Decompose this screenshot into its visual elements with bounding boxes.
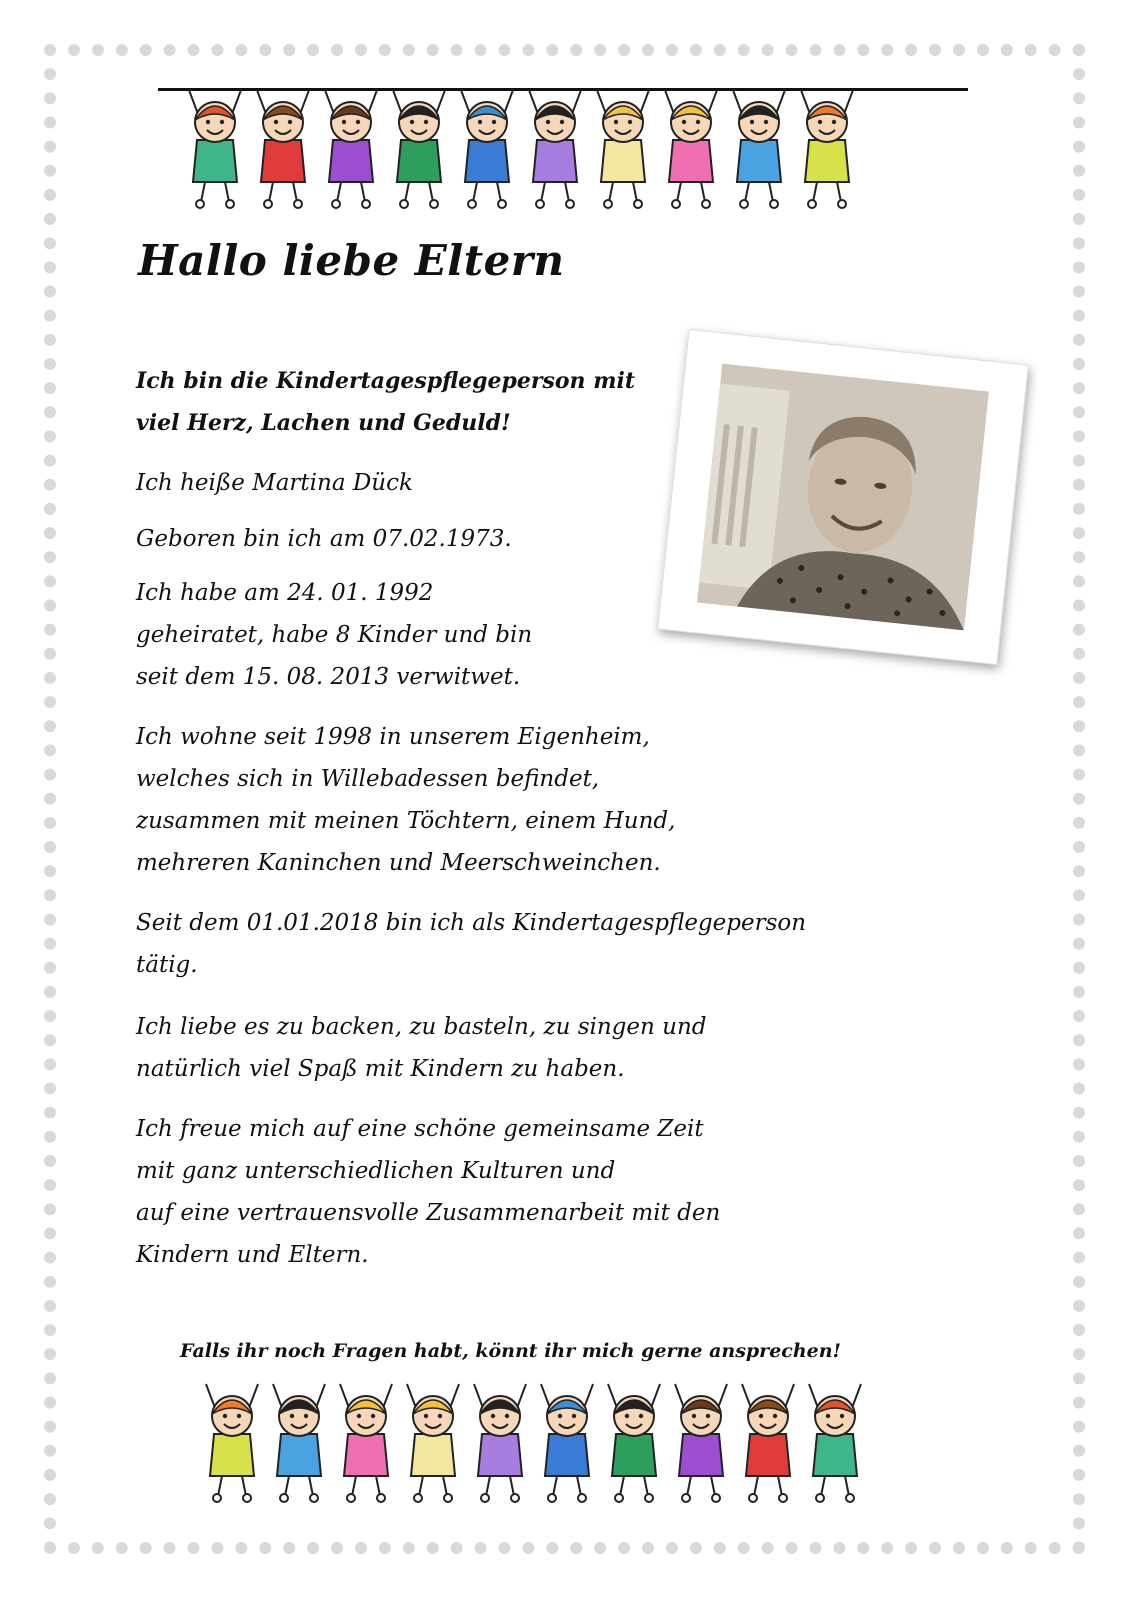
intro-line-2: viel Herz, Lachen und Geduld!	[136, 410, 511, 436]
children-row-top	[0, 82, 1131, 212]
text-born: Geboren bin ich am 07.02.1973.	[136, 526, 512, 552]
child-figure	[393, 90, 445, 208]
text-home: Ich wohne seit 1998 in unserem Eigenheim, welches sich in Willebadessen befindet, zusammen mit meinen Töchtern, einem Hund, mehreren Kaninchen und Meerschweinchen.	[136, 724, 676, 876]
child-figure	[801, 90, 853, 208]
child-figure	[608, 1384, 660, 1502]
child-figure	[257, 90, 309, 208]
child-figure	[529, 90, 581, 208]
child-figure	[206, 1384, 258, 1502]
children-row-bottom	[0, 1376, 1131, 1506]
closing-line: Falls ihr noch Fragen habt, könnt ihr mich gerne ansprechen!	[180, 1340, 841, 1362]
child-figure	[733, 90, 785, 208]
top-children-illustration	[0, 82, 1131, 212]
child-figure	[273, 1384, 325, 1502]
intro-line-1: Ich bin die Kindertagespflegeperson mit	[136, 368, 635, 394]
child-figure	[541, 1384, 593, 1502]
child-figure	[665, 90, 717, 208]
text-outlook: Ich freue mich auf eine schöne gemeinsame Zeit mit ganz unterschiedlichen Kulturen und auf eine vertrauensvolle Zusammenarbeit mit den Kindern und Eltern.	[136, 1116, 721, 1268]
text-name: Ich heiße Martina Dück	[136, 470, 413, 496]
text-hobbies: Ich liebe es zu backen, zu basteln, zu singen und natürlich viel Spaß mit Kindern zu haben.	[136, 1014, 707, 1082]
child-figure	[474, 1384, 526, 1502]
text-work: Seit dem 01.01.2018 bin ich als Kindertagespflegeperson tätig.	[136, 910, 807, 978]
child-figure	[325, 90, 377, 208]
portrait-photo	[697, 364, 989, 631]
bottom-children-illustration	[0, 1376, 1131, 1506]
child-figure	[461, 90, 513, 208]
child-figure	[809, 1384, 861, 1502]
child-figure	[597, 90, 649, 208]
intro-text	[136, 360, 726, 444]
text-family: Ich habe am 24. 01. 1992 geheiratet, habe 8 Kinder und bin seit dem 15. 08. 2013 verwitwet.	[136, 580, 533, 690]
polaroid-photo	[657, 329, 1029, 665]
child-figure	[742, 1384, 794, 1502]
child-figure	[675, 1384, 727, 1502]
child-figure	[407, 1384, 459, 1502]
page-title: Hallo liebe Eltern	[138, 236, 565, 285]
child-figure	[189, 90, 241, 208]
child-figure	[340, 1384, 392, 1502]
